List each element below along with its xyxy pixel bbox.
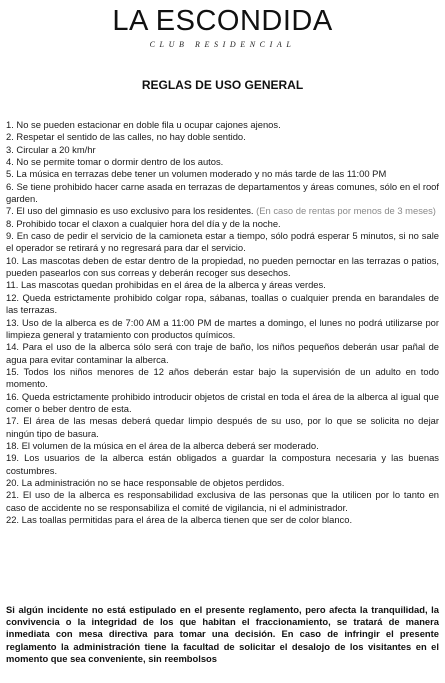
rule-text: 16. Queda estrictamente prohibido introducir objetos de cristal en toda el área de la alberca al igual que comer o beber dentro de esta.: [6, 390, 439, 414]
rule-item: [6, 415, 439, 440]
rule-item: [6, 144, 439, 156]
rule-text: 19. Los usuarios de la alberca están obligados a guardar la compostura necesaria y las buenas costumbres.: [6, 452, 439, 476]
rule-item: [6, 391, 439, 416]
rule-item: [6, 477, 439, 489]
rule-item: [6, 218, 439, 230]
rule-item: [6, 255, 439, 280]
rule-text: 8. Prohibido tocar el claxon a cualquier hora del día y de la noche.: [6, 217, 281, 229]
logo-title: LA ESCONDIDA: [112, 5, 333, 37]
rule-item: [6, 514, 439, 526]
rule-text: 15. Todos los niños menores de 12 años deberán estar bajo la supervisión de un adulto en todo momento.: [6, 365, 439, 390]
rule-text: 12. Queda estrictamente prohibido colgar ropa, sábanas, toallas o cualquier prenda en barandales de las terrazas.: [6, 291, 439, 316]
rule-text: 17. El área de las mesas deberá quedar limpio después de su uso, por lo que se solicita no dejar ningún tipo de basura.: [6, 415, 439, 439]
rule-text: 13. Uso de la alberca es de 7:00 AM a 11:00 PM de martes a domingo, el lunes no podrá utilizarse por limpieza general y tratamiento con productos químicos.: [6, 316, 439, 340]
rule-text: 7. El uso del gimnasio es uso exclusivo para los residentes.: [6, 205, 254, 217]
rule-item: [6, 341, 439, 366]
rule-text: 10. Las mascotas deben de estar dentro de la propiedad, no pueden pernoctar en las terrazas o patios, pueden pasearlos con sus correas y deberán recoger sus desechos.: [6, 254, 439, 279]
rules-list: [6, 119, 439, 526]
rule-item: [6, 440, 439, 452]
rule-item: [6, 452, 439, 477]
rule-text: 14. Para el uso de la alberca sólo será con traje de baño, los niños pequeños deberán usar pañal de agua para evitar contaminar la alberca.: [6, 341, 439, 365]
rule-text: 4. No se permite tomar o dormir dentro de los autos.: [6, 156, 224, 168]
rule-text: 5. La música en terrazas debe tener un volumen moderado y no más tarde de las 11:00 PM: [6, 168, 387, 180]
rule-text: 18. El volumen de la música en el área de la alberca deberá ser moderado.: [6, 439, 319, 451]
logo-subtitle: CLUB RESIDENCIAL: [149, 40, 296, 49]
rule-item: [6, 292, 439, 317]
footer-paragraph: Si algún incidente no está estipulado en el presente reglamento, pero afecta la tranquilidad, la convivencia o la integridad de los que habitan el fraccionamiento, se tratará de manera inmediata con mesa directiva para tomar una decisión. En caso de infringir el presente reglamento la administración tiene la facultad de solicitar el desalojo de los visitantes en el momento que sea conveniente, sin reembolsos: [6, 604, 439, 664]
rule-item: [6, 279, 439, 291]
rule-item: [6, 489, 439, 514]
rule-item: [6, 366, 439, 391]
rule-text: 6. Se tiene prohibido hacer carne asada en terrazas de departamentos y áreas comunes, sólo en el roof garden.: [6, 180, 439, 205]
rule-text: 21. El uso de la alberca es responsabilidad exclusiva de las personas que la utilicen por lo tanto en caso de accidente no se responsabiliza el comité de vigilancia, ni el administrador.: [6, 489, 439, 513]
rule-item: [6, 205, 439, 217]
club-logo: [0, 6, 445, 49]
page-title: REGLAS DE USO GENERAL: [141, 78, 304, 92]
rule-note: (En caso de rentas por menos de 3 meses): [256, 205, 436, 217]
rule-item: [6, 119, 439, 131]
rule-text: 11. Las mascotas quedan prohibidas en el área de la alberca y áreas verdes.: [6, 279, 326, 291]
rule-item: [6, 131, 439, 143]
rule-text: 1. No se pueden estacionar en doble fila u ocupar cajones ajenos.: [6, 119, 281, 130]
rule-text: 3. Circular a 20 km/hr: [6, 143, 96, 155]
rule-item: [6, 181, 439, 206]
rule-item: [6, 168, 439, 180]
rule-text: 2. Respetar el sentido de las calles, no hay doble sentido.: [6, 131, 246, 143]
rule-item: [6, 317, 439, 342]
rule-text: 9. En caso de pedir el servicio de la camioneta estar a tiempo, sólo podrá esperar 5 minutos, si no sale el operador se retirará y no regresará para dar el servicio.: [6, 230, 439, 254]
rule-text: 20. La administración no se hace responsable de objetos perdidos.: [6, 476, 285, 488]
rule-item: [6, 156, 439, 168]
rule-item: [6, 230, 439, 255]
rule-text: 22. Las toallas permitidas para el área de la alberca tienen que ser de color blanco.: [6, 514, 353, 525]
